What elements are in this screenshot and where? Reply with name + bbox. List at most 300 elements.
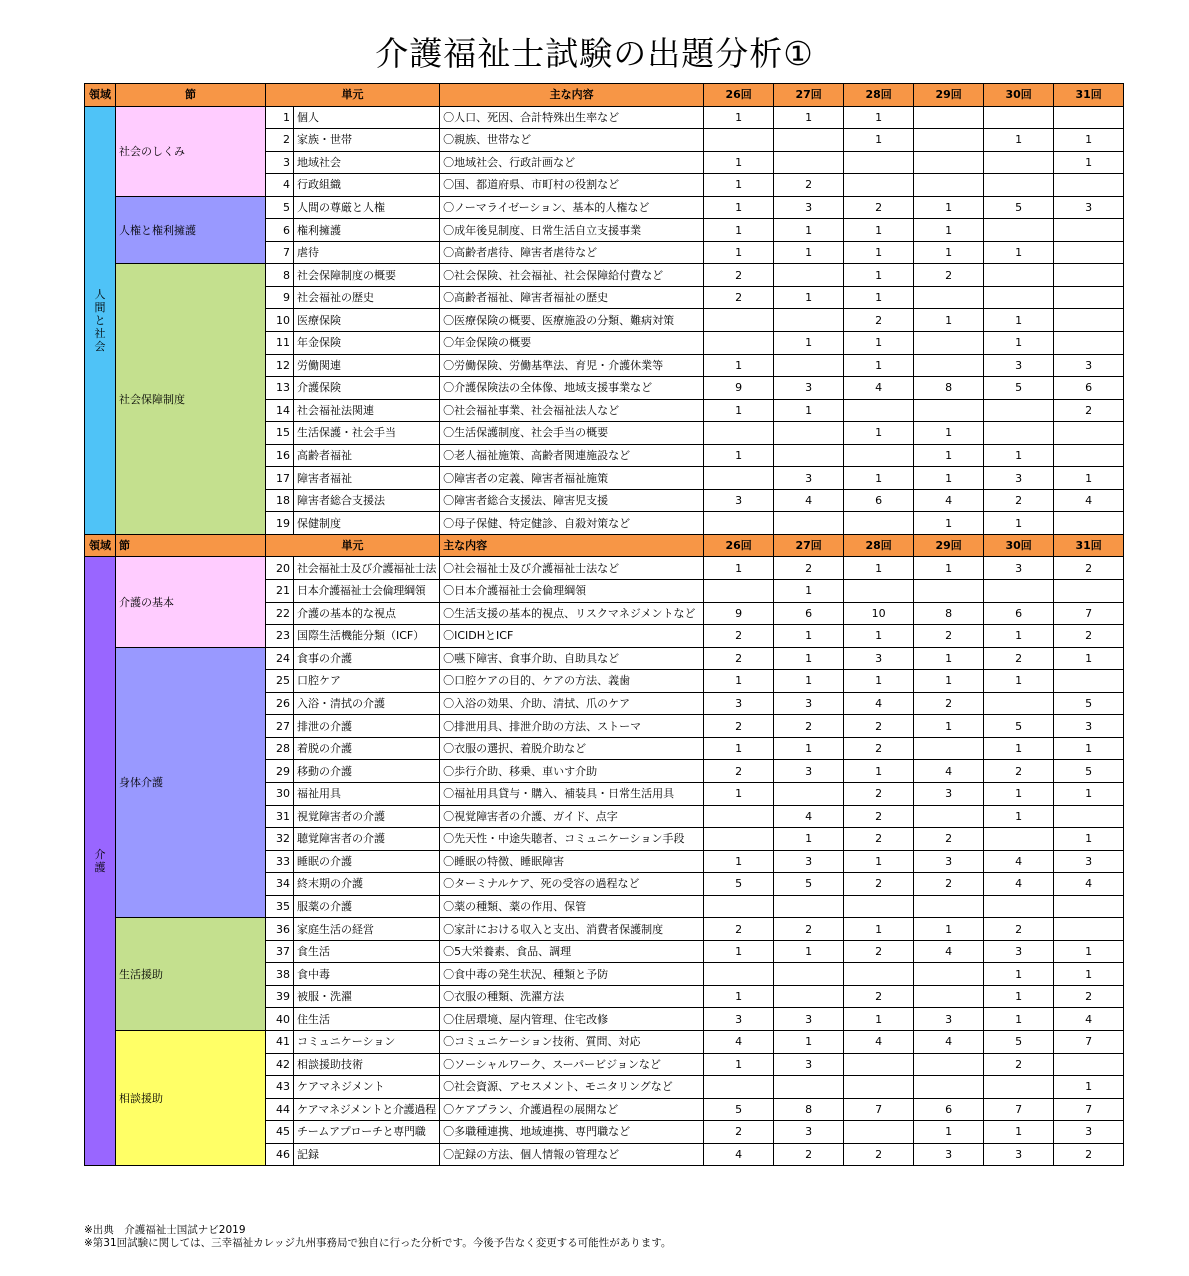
round-count (1054, 106, 1124, 129)
round-count (844, 512, 914, 535)
round-count: 2 (844, 828, 914, 851)
round-count: 4 (844, 1030, 914, 1053)
round-count: 1 (844, 354, 914, 377)
round-count: 4 (704, 1030, 774, 1053)
round-count: 4 (1054, 1008, 1124, 1031)
round-count (984, 422, 1054, 445)
round-count: 1 (704, 850, 774, 873)
round-count: 3 (774, 1121, 844, 1144)
unit-name: 行政組織 (294, 174, 440, 197)
round-count (774, 963, 844, 986)
round-count: 1 (1054, 647, 1124, 670)
round-count: 1 (704, 782, 774, 805)
round-count: 2 (914, 625, 984, 648)
round-count (774, 422, 844, 445)
round-count: 3 (774, 1053, 844, 1076)
row-number: 28 (266, 737, 294, 760)
round-count: 1 (984, 670, 1054, 693)
round-count: 10 (844, 602, 914, 625)
section-cell: 介護の基本 (116, 557, 266, 647)
round-count (914, 580, 984, 603)
main-content: 〇母子保健、特定健診、自殺対策など (440, 512, 704, 535)
table-row (85, 647, 1124, 670)
round-count (984, 219, 1054, 242)
round-count (774, 1076, 844, 1099)
round-count (774, 151, 844, 174)
round-count: 2 (1054, 399, 1124, 422)
round-count (704, 467, 774, 490)
round-count (844, 399, 914, 422)
round-count: 5 (984, 715, 1054, 738)
exam-analysis-table (84, 83, 1124, 1166)
round-count: 2 (844, 873, 914, 896)
round-count: 1 (984, 129, 1054, 152)
round-count: 2 (704, 760, 774, 783)
round-count: 1 (844, 422, 914, 445)
round-count (1054, 174, 1124, 197)
round-count: 8 (774, 1098, 844, 1121)
row-number: 23 (266, 625, 294, 648)
round-count: 1 (844, 332, 914, 355)
unit-name: 医療保険 (294, 309, 440, 332)
round-count: 1 (704, 219, 774, 242)
round-count (774, 895, 844, 918)
round-count: 1 (914, 715, 984, 738)
header-section: 節 (116, 84, 266, 107)
round-count: 1 (704, 174, 774, 197)
header-round: 31回 (1054, 534, 1124, 557)
round-count: 2 (704, 715, 774, 738)
row-number: 20 (266, 557, 294, 580)
round-count: 1 (1054, 467, 1124, 490)
row-number: 8 (266, 264, 294, 287)
round-count: 1 (774, 737, 844, 760)
unit-name: 家族・世帯 (294, 129, 440, 152)
row-number: 33 (266, 850, 294, 873)
round-count (1054, 670, 1124, 693)
main-content: 〇衣服の種類、洗濯方法 (440, 985, 704, 1008)
round-count (1054, 422, 1124, 445)
round-count: 3 (914, 1008, 984, 1031)
row-number: 40 (266, 1008, 294, 1031)
main-content: 〇日本介護福祉士会倫理綱領 (440, 580, 704, 603)
section-cell: 社会保障制度 (116, 264, 266, 535)
round-count: 1 (844, 670, 914, 693)
round-count: 5 (984, 377, 1054, 400)
unit-name: 社会福祉士及び介護福祉士法 (294, 557, 440, 580)
round-count: 3 (774, 377, 844, 400)
main-content: 〇障害者総合支援法、障害児支援 (440, 489, 704, 512)
round-count: 4 (704, 1143, 774, 1166)
unit-name: 障害者福祉 (294, 467, 440, 490)
row-number: 22 (266, 602, 294, 625)
row-number: 4 (266, 174, 294, 197)
main-content: 〇衣服の選択、着脱介助など (440, 737, 704, 760)
round-count: 2 (844, 309, 914, 332)
round-count: 1 (774, 399, 844, 422)
round-count: 4 (844, 692, 914, 715)
row-number: 38 (266, 963, 294, 986)
row-number: 2 (266, 129, 294, 152)
round-count: 2 (844, 1143, 914, 1166)
unit-name: 服薬の介護 (294, 895, 440, 918)
unit-name: 食中毒 (294, 963, 440, 986)
unit-name: 社会福祉法関連 (294, 399, 440, 422)
header-round: 27回 (774, 84, 844, 107)
main-content: 〇家計における収入と支出、消費者保護制度 (440, 918, 704, 941)
row-number: 31 (266, 805, 294, 828)
round-count (1054, 309, 1124, 332)
round-count: 3 (774, 850, 844, 873)
table-row (85, 106, 1124, 129)
round-count: 1 (774, 580, 844, 603)
unit-name: 虐待 (294, 241, 440, 264)
round-count (1054, 241, 1124, 264)
round-count: 2 (914, 692, 984, 715)
round-count: 5 (984, 196, 1054, 219)
round-count: 1 (914, 309, 984, 332)
round-count (704, 963, 774, 986)
row-number: 5 (266, 196, 294, 219)
round-count: 2 (914, 873, 984, 896)
round-count (984, 1076, 1054, 1099)
round-count: 2 (984, 489, 1054, 512)
round-count: 4 (844, 377, 914, 400)
row-number: 43 (266, 1076, 294, 1099)
unit-name: 社会保障制度の概要 (294, 264, 440, 287)
round-count: 4 (774, 805, 844, 828)
round-count: 2 (844, 782, 914, 805)
round-count (774, 129, 844, 152)
row-number: 44 (266, 1098, 294, 1121)
round-count: 1 (1054, 737, 1124, 760)
round-count: 2 (774, 174, 844, 197)
round-count (1054, 805, 1124, 828)
row-number: 17 (266, 467, 294, 490)
round-count: 6 (774, 602, 844, 625)
row-number: 30 (266, 782, 294, 805)
round-count (704, 309, 774, 332)
round-count: 1 (774, 106, 844, 129)
round-count (704, 580, 774, 603)
header-content: 主な内容 (440, 84, 704, 107)
round-count: 8 (914, 377, 984, 400)
section-cell: 身体介護 (116, 647, 266, 918)
unit-name: 高齢者福祉 (294, 444, 440, 467)
round-count: 4 (774, 489, 844, 512)
round-count (844, 580, 914, 603)
round-count: 3 (984, 1143, 1054, 1166)
round-count: 4 (1054, 873, 1124, 896)
round-count: 1 (844, 264, 914, 287)
round-count (774, 354, 844, 377)
row-number: 10 (266, 309, 294, 332)
header-round: 26回 (704, 534, 774, 557)
section-cell: 社会のしくみ (116, 106, 266, 196)
unit-name: 終末期の介護 (294, 873, 440, 896)
round-count: 2 (774, 715, 844, 738)
round-count: 1 (914, 918, 984, 941)
round-count: 1 (774, 1030, 844, 1053)
row-number: 25 (266, 670, 294, 693)
round-count: 1 (914, 512, 984, 535)
header-round: 29回 (914, 84, 984, 107)
round-count: 1 (914, 196, 984, 219)
unit-name: 視覚障害者の介護 (294, 805, 440, 828)
unit-name: 生活保護・社会手当 (294, 422, 440, 445)
row-number: 37 (266, 940, 294, 963)
round-count: 7 (1054, 1030, 1124, 1053)
main-content: 〇高齢者福祉、障害者福祉の歴史 (440, 286, 704, 309)
disclaimer-note: ※第31回試験に関しては、三幸福祉カレッジ九州事務局で独自に行った分析です。今後予告なく変更する可能性があります。 (84, 1237, 672, 1249)
row-number: 14 (266, 399, 294, 422)
round-count: 2 (1054, 625, 1124, 648)
unit-name: 人間の尊厳と人権 (294, 196, 440, 219)
round-count: 3 (914, 850, 984, 873)
round-count (1054, 580, 1124, 603)
round-count (914, 963, 984, 986)
round-count: 1 (844, 241, 914, 264)
round-count (914, 1076, 984, 1099)
round-count: 5 (704, 873, 774, 896)
round-count: 1 (984, 1008, 1054, 1031)
row-number: 18 (266, 489, 294, 512)
round-count (914, 286, 984, 309)
section-cell: 相談援助 (116, 1030, 266, 1165)
round-count (914, 737, 984, 760)
table-row (85, 196, 1124, 219)
unit-name: 排泄の介護 (294, 715, 440, 738)
round-count: 1 (704, 444, 774, 467)
round-count: 6 (984, 602, 1054, 625)
row-number: 19 (266, 512, 294, 535)
round-count: 1 (774, 940, 844, 963)
main-content: 〇コミュニケーション技術、質問、対応 (440, 1030, 704, 1053)
round-count: 1 (914, 647, 984, 670)
round-count: 1 (984, 241, 1054, 264)
main-content: 〇ソーシャルワーク、スーパービジョンなど (440, 1053, 704, 1076)
main-content: 〇ケアプラン、介護過程の展開など (440, 1098, 704, 1121)
round-count: 4 (984, 873, 1054, 896)
round-count (704, 129, 774, 152)
main-content: 〇人口、死因、合計特殊出生率など (440, 106, 704, 129)
round-count: 2 (1054, 557, 1124, 580)
footnotes (84, 1224, 671, 1250)
row-number: 32 (266, 828, 294, 851)
unit-name: 権利擁護 (294, 219, 440, 242)
row-number: 46 (266, 1143, 294, 1166)
round-count: 1 (704, 557, 774, 580)
round-count (1054, 286, 1124, 309)
round-count (704, 332, 774, 355)
unit-name: 睡眠の介護 (294, 850, 440, 873)
round-count (704, 895, 774, 918)
round-count (704, 422, 774, 445)
round-count (984, 286, 1054, 309)
round-count (1054, 264, 1124, 287)
page-title: 介護福祉士試験の出題分析① (375, 34, 814, 73)
round-count (914, 354, 984, 377)
main-content: 〇社会保険、社会福祉、社会保障給付費など (440, 264, 704, 287)
round-count: 1 (844, 286, 914, 309)
header-domain: 領域 (85, 534, 116, 557)
main-content: 〇食中毒の発生状況、種類と予防 (440, 963, 704, 986)
round-count: 3 (704, 1008, 774, 1031)
round-count: 1 (774, 647, 844, 670)
round-count: 4 (984, 850, 1054, 873)
main-content: 〇地域社会、行政計画など (440, 151, 704, 174)
unit-name: 食事の介護 (294, 647, 440, 670)
round-count (844, 1076, 914, 1099)
main-content: 〇口腔ケアの目的、ケアの方法、義歯 (440, 670, 704, 693)
round-count (1054, 1053, 1124, 1076)
round-count: 1 (844, 1008, 914, 1031)
round-count: 1 (984, 782, 1054, 805)
round-count: 4 (1054, 489, 1124, 512)
round-count: 3 (1054, 715, 1124, 738)
round-count (984, 828, 1054, 851)
round-count: 1 (1054, 151, 1124, 174)
round-count: 1 (1054, 940, 1124, 963)
round-count: 7 (984, 1098, 1054, 1121)
main-content: 〇多職種連携、地域連携、専門職など (440, 1121, 704, 1144)
round-count: 1 (774, 625, 844, 648)
main-content: 〇5大栄養素、食品、調理 (440, 940, 704, 963)
row-number: 9 (266, 286, 294, 309)
round-count: 1 (704, 196, 774, 219)
round-count (914, 1053, 984, 1076)
unit-name: 介護の基本的な視点 (294, 602, 440, 625)
round-count: 4 (914, 489, 984, 512)
round-count (1054, 895, 1124, 918)
round-count: 3 (1054, 850, 1124, 873)
main-content: 〇排泄用具、排泄介助の方法、ストーマ (440, 715, 704, 738)
row-number: 21 (266, 580, 294, 603)
main-content: 〇労働保険、労働基準法、育児・介護休業等 (440, 354, 704, 377)
table-header-row (85, 84, 1124, 107)
round-count: 5 (1054, 692, 1124, 715)
round-count (984, 399, 1054, 422)
round-count (914, 151, 984, 174)
main-content: 〇薬の種類、薬の作用、保管 (440, 895, 704, 918)
unit-name: 障害者総合支援法 (294, 489, 440, 512)
round-count: 3 (774, 692, 844, 715)
main-content: 〇住居環境、屋内管理、住宅改修 (440, 1008, 704, 1031)
row-number: 12 (266, 354, 294, 377)
main-content: 〇成年後見制度、日常生活自立支援事業 (440, 219, 704, 242)
round-count: 1 (704, 737, 774, 760)
round-count: 2 (914, 264, 984, 287)
table-row (85, 264, 1124, 287)
unit-name: 着脱の介護 (294, 737, 440, 760)
round-count: 1 (774, 828, 844, 851)
round-count: 1 (914, 557, 984, 580)
round-count (704, 512, 774, 535)
main-content: 〇生活保護制度、社会手当の概要 (440, 422, 704, 445)
main-content: 〇福祉用具貸与・購入、補装具・日常生活用具 (440, 782, 704, 805)
row-number: 35 (266, 895, 294, 918)
round-count: 2 (1054, 1143, 1124, 1166)
round-count: 2 (844, 196, 914, 219)
main-content: 〇社会福祉事業、社会福祉法人など (440, 399, 704, 422)
round-count: 1 (984, 805, 1054, 828)
unit-name: ケアマネジメント (294, 1076, 440, 1099)
round-count: 1 (844, 219, 914, 242)
round-count (844, 444, 914, 467)
row-number: 26 (266, 692, 294, 715)
main-content: 〇嚥下障害、食事介助、自助具など (440, 647, 704, 670)
section-cell: 生活援助 (116, 918, 266, 1031)
round-count: 9 (704, 377, 774, 400)
round-count: 1 (1054, 1076, 1124, 1099)
round-count: 2 (704, 286, 774, 309)
round-count: 1 (844, 557, 914, 580)
round-count: 1 (704, 670, 774, 693)
round-count (704, 828, 774, 851)
unit-name: 家庭生活の経営 (294, 918, 440, 941)
round-count: 2 (984, 1053, 1054, 1076)
unit-name: チームアプローチと専門職 (294, 1121, 440, 1144)
round-count: 2 (844, 805, 914, 828)
round-count: 1 (844, 850, 914, 873)
round-count (984, 106, 1054, 129)
round-count: 3 (984, 557, 1054, 580)
unit-name: 住生活 (294, 1008, 440, 1031)
round-count: 3 (914, 782, 984, 805)
round-count: 2 (844, 940, 914, 963)
round-count: 1 (774, 219, 844, 242)
round-count (774, 512, 844, 535)
round-count: 1 (844, 106, 914, 129)
round-count: 4 (914, 1030, 984, 1053)
main-content: 〇ターミナルケア、死の受容の過程など (440, 873, 704, 896)
round-count (914, 985, 984, 1008)
round-count: 3 (774, 196, 844, 219)
round-count (844, 1121, 914, 1144)
main-content: 〇歩行介助、移乗、車いす介助 (440, 760, 704, 783)
round-count: 2 (914, 828, 984, 851)
round-count (1054, 332, 1124, 355)
source-note: ※出典 介護福祉士国試ナビ2019 (84, 1224, 246, 1236)
round-count (774, 309, 844, 332)
round-count (984, 174, 1054, 197)
main-content: 〇睡眠の特徴、睡眠障害 (440, 850, 704, 873)
unit-name: 食生活 (294, 940, 440, 963)
round-count (774, 985, 844, 1008)
row-number: 45 (266, 1121, 294, 1144)
round-count: 2 (844, 715, 914, 738)
header-round: 28回 (844, 534, 914, 557)
section-cell: 人権と権利擁護 (116, 196, 266, 264)
round-count: 1 (914, 1121, 984, 1144)
round-count: 2 (704, 625, 774, 648)
header-round: 27回 (774, 534, 844, 557)
unit-name: 入浴・清拭の介護 (294, 692, 440, 715)
table-row (85, 918, 1124, 941)
round-count (914, 805, 984, 828)
round-count (984, 264, 1054, 287)
round-count: 1 (704, 1053, 774, 1076)
table-row (85, 557, 1124, 580)
round-count (984, 151, 1054, 174)
round-count (1054, 444, 1124, 467)
row-number: 42 (266, 1053, 294, 1076)
main-content: 〇記録の方法、個人情報の管理など (440, 1143, 704, 1166)
round-count: 3 (704, 692, 774, 715)
round-count: 1 (984, 444, 1054, 467)
unit-name: 日本介護福祉士会倫理綱領 (294, 580, 440, 603)
main-content: 〇視覚障害者の介護、ガイド、点字 (440, 805, 704, 828)
